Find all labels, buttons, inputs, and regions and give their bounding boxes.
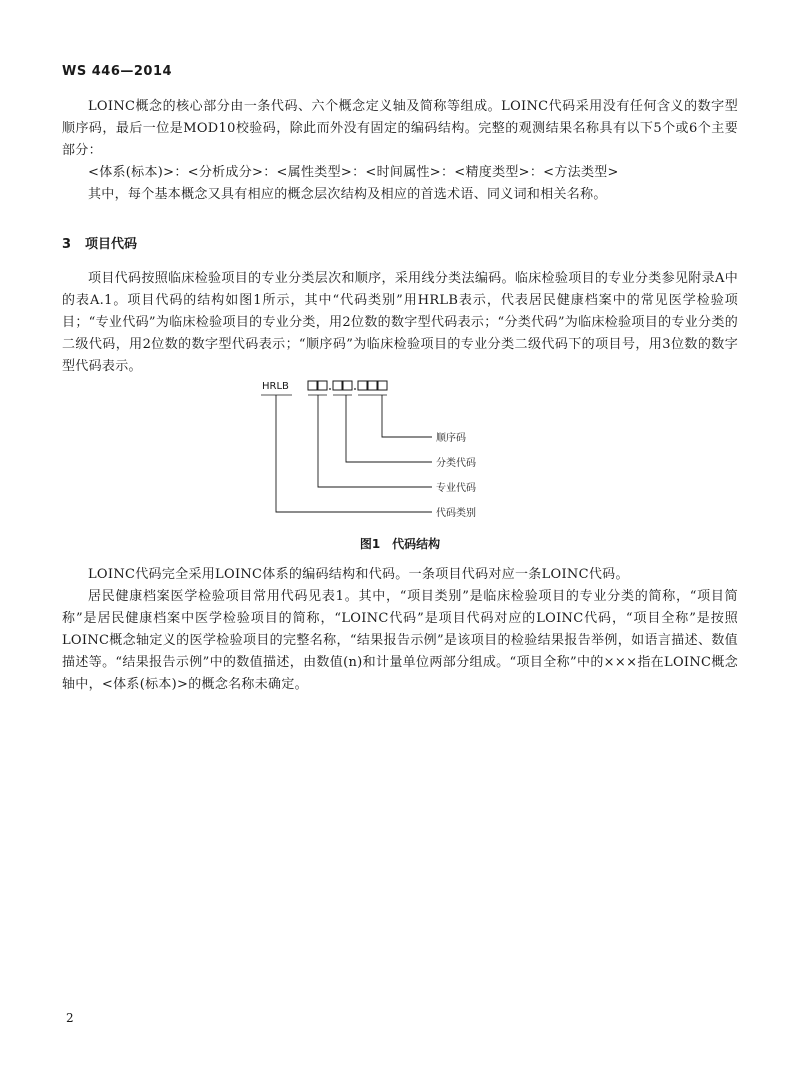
- section-paragraph: 项目代码按照临床检验项目的专业分类层次和顺序，采用线分类法编码。临床检验项目的专业分类参见附录A中的表A.1。项目代码的结构如图1所示，其中“代码类别”用HRLB表示，代表居民健康档案中的常见医学检验项目；“专业代码”为临床检验项目的专业分类，用2位数的数字型代码表示；“分类代码”为临床检验项目的专业分类的二级代码，用2位数的数字型代码表示；“顺序码”为临床检验项目的专业分类二级代码下的项目号，用3位数的数字型代码表示。: [62, 271, 738, 374]
- category-digit-box: [343, 381, 352, 390]
- concept-axes-line: <体系(标本)>：<分析成分>：<属性类型>：<时间属性>：<精度类型>：<方法类型>: [88, 165, 619, 180]
- code-type-leader-line: [276, 395, 432, 512]
- intro-paragraph-note: 其中，每个基本概念又具有相应的概念层次结构及相应的首选术语、同义词和相关名称。: [88, 187, 607, 202]
- figure-title: 代码结构: [392, 537, 441, 551]
- figure-number: 图1: [359, 537, 381, 551]
- specialty-leader-line: [318, 395, 432, 487]
- figure-caption: [0, 535, 800, 552]
- sequence-leader-line: [382, 395, 432, 437]
- specialty-label: 专业代码: [436, 483, 476, 494]
- common-codes-paragraph: 居民健康档案医学检验项目常用代码见表1。其中，“项目类别”是临床检验项目的专业分类的简称，“项目简称”是居民健康档案中医学检验项目的简称，“LOINC代码”是项目代码对应的LOINC代码，“项目全称”是按照LOINC概念轴定义的医学检验项目的完整名称，“结果报告示例”是该项目的检验结果报告举例，如语言描述、数值描述等。“结果报告示例”中的数值描述，由数值(n)和计量单位两部分组成。“项目全称”中的×××指在LOINC概念轴中，<体系(标本)>的概念名称未确定。: [62, 589, 738, 692]
- separator-dot: [329, 388, 331, 390]
- intro-paragraph: LOINC概念的核心部分由一条代码、六个概念定义轴及简称等组成。LOINC代码采用没有任何含义的数字型顺序码，最后一位是MOD10校验码，除此而外没有固定的编码结构。完整的观测结果名称具有以下5个或6个主要部分：: [62, 99, 738, 158]
- specialty-digit-box: [308, 381, 317, 390]
- sequence-digit-box: [368, 381, 377, 390]
- separator-dot: [354, 388, 356, 390]
- sequence-digit-box: [358, 381, 367, 390]
- page-number: 2: [66, 1011, 74, 1025]
- specialty-digit-box: [318, 381, 327, 390]
- category-digit-box: [333, 381, 342, 390]
- category-label: 分类代码: [436, 458, 476, 469]
- category-leader-line: [346, 395, 432, 462]
- code-type-label: 代码类别: [436, 508, 476, 519]
- loinc-mapping-paragraph: LOINC代码完全采用LOINC体系的编码结构和代码。一条项目代码对应一条LOINC代码。: [88, 567, 629, 582]
- sequence-label: 顺序码: [436, 433, 466, 444]
- section-number: 3: [62, 237, 72, 252]
- code-type-text: HRLB: [262, 381, 289, 392]
- section-title: 项目代码: [85, 237, 138, 252]
- sequence-digit-box: [378, 381, 387, 390]
- standard-number: WS 446—2014: [62, 64, 173, 79]
